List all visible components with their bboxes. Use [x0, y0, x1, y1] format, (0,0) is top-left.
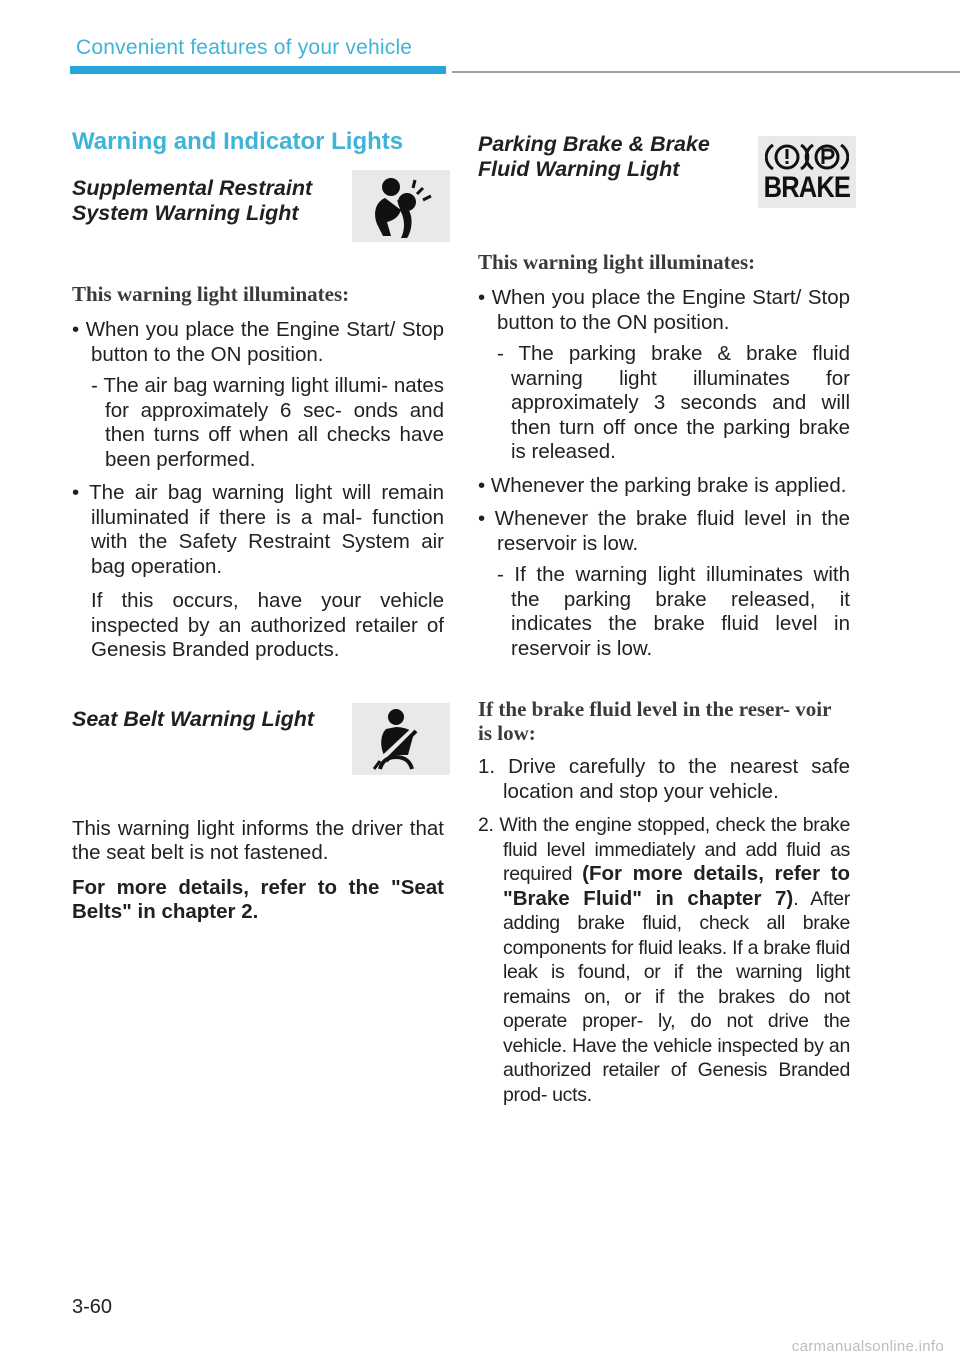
airbag-warning-icon: [352, 170, 450, 242]
brake-bullet-1: • When you place the Engine Start/ Stop button to the ON position.: [478, 286, 850, 334]
running-header: Convenient features of your vehicle: [76, 36, 413, 59]
header-rule: [452, 71, 960, 73]
low-fluid-label: If the brake fluid level in the reser- voir is low:: [478, 697, 832, 745]
step-2-reference: (For more details, refer to "Brake Fluid" in chapter 7): [503, 862, 850, 910]
header-accent-bar: [70, 66, 446, 74]
watermark: carmanualsonline.info: [791, 1338, 944, 1355]
step-2-text-b: . After adding brake fluid, check all brake components for fluid leaks. If a brake fluid leak is found, or if the warning light remains on, or if the brakes do not operate proper- ly, do not drive the vehicle. Have the vehicle inspected by an authorized retailer of Genesis Branded prod- ucts.: [503, 887, 850, 1106]
srs-dash-1: - The air bag warning light illumi- nates for approximately 6 sec- onds and then turns off when all checks have been performed.: [91, 374, 444, 471]
seatbelt-warning-icon: [352, 703, 450, 775]
left-column: [72, 128, 444, 925]
brake-icon-text: BRAKE: [763, 171, 851, 204]
seatbelt-heading-row: [72, 707, 444, 775]
srs-illuminates-label: This warning light illuminates:: [72, 282, 350, 306]
low-fluid-step-2: [478, 813, 850, 1107]
seatbelt-title: Seat Belt Warning Light: [72, 706, 315, 731]
seatbelt-reference: For more details, refer to the "Seat Belts" in chapter 2.: [72, 875, 444, 923]
step-2-text-a: 2. With the engine stopped, check the brake fluid level immediately and add fluid as required: [478, 814, 850, 885]
brake-warning-icon: [758, 136, 856, 208]
brake-illuminates-label: This warning light illuminates:: [478, 250, 756, 274]
srs-bullet-2: • The air bag warning light will remain illuminated if there is a mal- function with the Safety Restraint System air bag operation.: [72, 481, 444, 578]
page-number: 3-60: [72, 1296, 113, 1318]
seatbelt-body: This warning light informs the driver that the seat belt is not fastened.: [72, 816, 444, 864]
brake-heading-row: [478, 132, 850, 208]
srs-title: Supplemental Restraint System Warning Light: [72, 176, 313, 225]
section-title: Warning and Indicator Lights: [72, 128, 404, 155]
brake-bullet-3: • Whenever the brake fluid level in the reservoir is low.: [478, 507, 850, 555]
right-column: [478, 128, 850, 1107]
brake-bullet-2: • Whenever the parking brake is applied.: [478, 473, 847, 497]
brake-dash-1: - The parking brake & brake fluid warning light illuminates for approximately 3 seconds and will then turn off once the parking brake is released.: [497, 342, 850, 463]
srs-heading-row: [72, 176, 444, 242]
srs-paragraph: If this occurs, have your vehicle inspected by an authorized retailer of Genesis Branded products.: [91, 589, 444, 661]
brake-title: Parking Brake & Brake Fluid Warning Light: [478, 132, 710, 181]
low-fluid-step-1: 1. Drive carefully to the nearest safe location and stop your vehicle.: [478, 755, 850, 803]
brake-dash-2: - If the warning light illuminates with the parking brake released, it indicates the brake fluid level in reservoir is low.: [497, 563, 850, 660]
srs-bullet-1: • When you place the Engine Start/ Stop button to the ON position.: [72, 318, 444, 366]
